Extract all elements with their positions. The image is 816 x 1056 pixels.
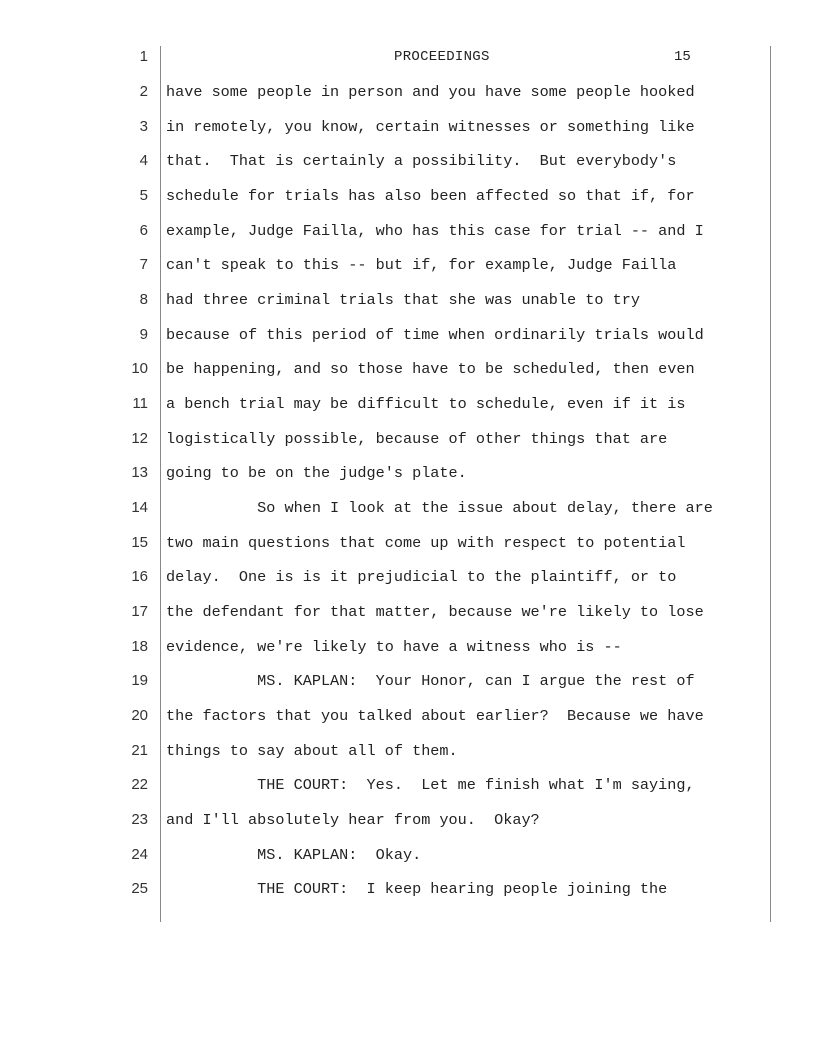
line-number: 23 — [131, 811, 148, 828]
line-number: 3 — [139, 118, 148, 135]
transcript-line — [0, 288, 816, 322]
line-text: two main questions that come up with respect to potential — [166, 534, 686, 552]
line-text: evidence, we're likely to have a witness who is -- — [166, 638, 622, 656]
line-text: and I'll absolutely hear from you. Okay? — [166, 811, 540, 829]
transcript-line — [0, 704, 816, 738]
line-number: 16 — [131, 568, 148, 585]
line-text: be happening, and so those have to be scheduled, then even — [166, 360, 695, 378]
line-number: 14 — [131, 499, 148, 516]
transcript-line — [0, 184, 816, 218]
line-number: 11 — [132, 395, 148, 412]
line-text: in remotely, you know, certain witnesses or something like — [166, 118, 695, 136]
page-header-title: PROCEEDINGS — [394, 49, 490, 65]
transcript-line — [0, 808, 816, 842]
header-line-number: 1 — [139, 48, 148, 65]
line-text: THE COURT: I keep hearing people joining the — [166, 880, 668, 898]
line-text: had three criminal trials that she was unable to try — [166, 291, 640, 309]
transcript-line — [0, 669, 816, 703]
line-number: 21 — [131, 742, 148, 759]
line-number: 22 — [131, 776, 148, 793]
line-text: the defendant for that matter, because we're likely to lose — [166, 603, 704, 621]
transcript-line — [0, 392, 816, 426]
transcript-line — [0, 427, 816, 461]
transcript-line — [0, 80, 816, 114]
line-text: things to say about all of them. — [166, 742, 458, 760]
transcript-line — [0, 739, 816, 773]
transcript-line — [0, 149, 816, 183]
transcript-line — [0, 600, 816, 634]
line-number: 5 — [139, 187, 148, 204]
line-number: 20 — [131, 707, 148, 724]
line-text: So when I look at the issue about delay, there are — [166, 499, 713, 517]
line-text: that. That is certainly a possibility. But everybody's — [166, 152, 677, 170]
line-number: 17 — [131, 603, 148, 620]
transcript-line — [0, 565, 816, 599]
line-number: 25 — [131, 880, 148, 897]
line-number: 18 — [131, 638, 148, 655]
line-number: 4 — [139, 152, 148, 169]
transcript-line — [0, 357, 816, 391]
line-text: THE COURT: Yes. Let me finish what I'm saying, — [166, 776, 695, 794]
line-text: MS. KAPLAN: Your Honor, can I argue the rest of — [166, 672, 695, 690]
line-text: example, Judge Failla, who has this case for trial -- and I — [166, 222, 704, 240]
transcript-line — [0, 877, 816, 911]
page-number: 15 — [674, 49, 691, 65]
transcript-line — [0, 323, 816, 357]
line-text: logistically possible, because of other things that are — [166, 430, 668, 448]
line-number: 24 — [131, 846, 148, 863]
line-number: 7 — [139, 256, 148, 273]
line-text: have some people in person and you have some people hooked — [166, 83, 695, 101]
transcript-line — [0, 496, 816, 530]
transcript-line — [0, 461, 816, 495]
line-number: 12 — [131, 430, 148, 447]
transcript-line — [0, 115, 816, 149]
line-number: 2 — [139, 83, 148, 100]
line-text: schedule for trials has also been affected so that if, for — [166, 187, 695, 205]
transcript-line — [0, 773, 816, 807]
line-text: because of this period of time when ordinarily trials would — [166, 326, 704, 344]
transcript-line — [0, 843, 816, 877]
transcript-line — [0, 531, 816, 565]
line-number: 9 — [139, 326, 148, 343]
transcript-line — [0, 635, 816, 669]
line-text: a bench trial may be difficult to schedule, even if it is — [166, 395, 686, 413]
line-number: 10 — [131, 360, 148, 377]
transcript-line — [0, 253, 816, 287]
line-number: 15 — [131, 534, 148, 551]
line-number: 6 — [139, 222, 148, 239]
line-text: delay. One is is it prejudicial to the plaintiff, or to — [166, 568, 677, 586]
transcript-line — [0, 219, 816, 253]
line-number: 13 — [131, 464, 148, 481]
line-number: 8 — [139, 291, 148, 308]
line-number: 19 — [131, 672, 148, 689]
line-text: can't speak to this -- but if, for example, Judge Failla — [166, 256, 677, 274]
line-text: MS. KAPLAN: Okay. — [166, 846, 422, 864]
line-text: going to be on the judge's plate. — [166, 464, 467, 482]
line-text: the factors that you talked about earlier? Because we have — [166, 707, 704, 725]
